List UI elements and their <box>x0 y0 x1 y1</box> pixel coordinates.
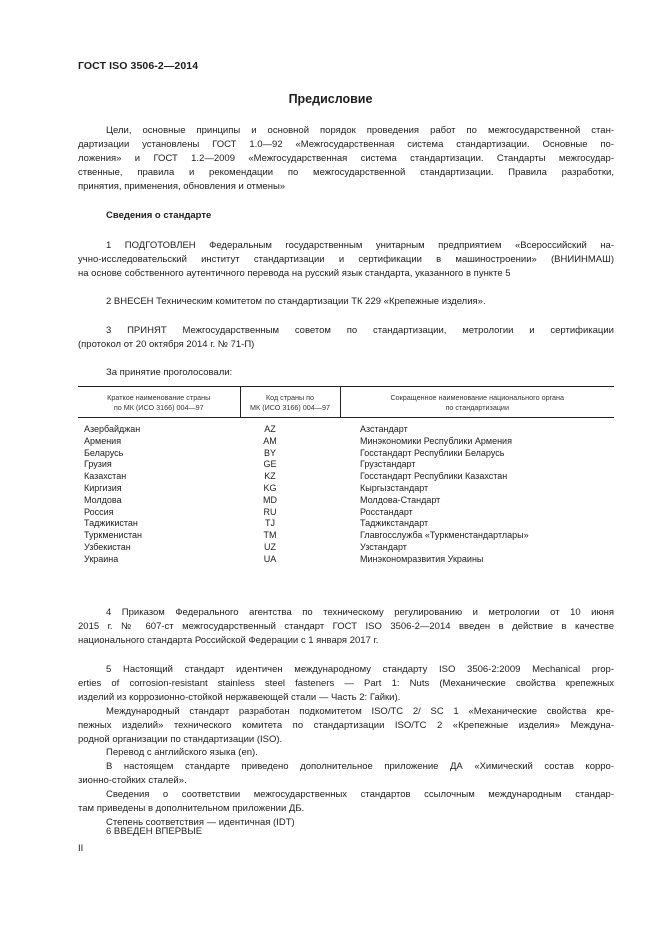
intro-line: дартизации установлены ГОСТ 1.0—92 «Межгосударственная система стандартизации. Основные по- <box>78 138 614 150</box>
column-header-code: Код страны по МК (ИСО 3166) 004—97 <box>240 387 340 418</box>
item-5-line: пежных изделий» технического комитета по стандартизации ISO/TC 2 «Крепежные изделия» Междуна- <box>78 719 614 731</box>
page-title: Предисловие <box>288 92 373 106</box>
table-row: Азербайджан AZ Азстандарт <box>84 424 408 434</box>
item-5-line: Степень соответствия — идентичная (IDT) <box>106 816 295 828</box>
item-3-line: 3 ПРИНЯТ Межгосударственным советом по стандартизации, метрологии и сертификации <box>106 325 614 336</box>
item-3-paragraph <box>78 324 614 352</box>
item-1-line: на основе собственного аутентичного перевода на русский язык стандарта, указанного в пункте 5 <box>78 267 511 279</box>
item-4-line: национального стандарта Российской Федерации с 1 января 2017 г. <box>78 634 379 646</box>
item-5-line: изделий из коррозионно-стойкой нержавеющей стали — Часть 2: Гайки). <box>78 691 401 703</box>
item-5-line: Перевод с английского языка (en). <box>106 747 258 759</box>
table-row: Киргизия KG Кыргызстандарт <box>84 482 429 493</box>
table-header-row <box>78 387 614 418</box>
table-row: Туркменистан TM Главгосслужба «Туркменстандартлары» <box>84 530 529 541</box>
column-header-country: Краткое наименование страны по МК (ИСО 3166) 004—97 <box>78 387 240 418</box>
table-row: Таджикистан TJ Таджикстандарт <box>84 518 429 529</box>
page-number: II <box>78 843 84 854</box>
table-row: Россия RU Росстандарт <box>84 506 413 517</box>
item-5-paragraph <box>78 663 614 830</box>
document-code-header: ГОСТ ISO 3506-2—2014 <box>78 60 199 72</box>
item-5-line: зионно-стойких сталей». <box>78 775 187 787</box>
item-5-line: Сведения о соответствии межгосударственных стандартов ссылочным международным стандар- <box>106 789 614 801</box>
table-row: Грузия GE Грузстандарт <box>84 459 416 470</box>
item-1-paragraph <box>78 239 614 281</box>
section-heading: Сведения о стандарте <box>106 210 212 221</box>
item-4-line: 2015 г. № 607-ст межгосударственный стандарт ГОСТ ISO 3506-2—2014 введен в действие в качестве <box>78 620 614 632</box>
item-4-line: 4 Приказом Федерального агентства по техническому регулированию и метрологии от 10 июня <box>106 607 614 618</box>
table-row: Молдова MD Молдова-Стандарт <box>84 494 441 505</box>
item-5-line: там приведены в дополнительном приложении ДБ. <box>78 803 305 815</box>
item-5-line: 5 Настоящий стандарт идентичен международному стандарту ISO 3506-2:2009 Mechanical prop- <box>106 664 614 675</box>
column-header-organ: Сокращенное наименование национального органа по стандартизации <box>340 387 614 418</box>
item-5-line: erties of corrosion-resistant stainless steel fasteners — Part 1: Nuts (Механические свойства крепежных <box>78 677 614 689</box>
intro-paragraph <box>78 124 614 194</box>
intro-line: ложения» и ГОСТ 1.2—2009 «Межгосударственная система стандартизации. Стандарты межгосудар- <box>78 152 614 164</box>
item-1-line: 1 ПОДГОТОВЛЕН Федеральным государственным унитарным предприятием «Всероссийский на- <box>106 240 614 251</box>
intro-line: ственные, правила и рекомендации по межгосударственной стандартизации. Правила разработки, <box>78 166 614 178</box>
item-1-line: учно-исследовательский институт стандартизации и сертификации в машиностроении» (ВНИИНМАШ) <box>78 253 614 265</box>
table-row: Украина UA Минэкономразвития Украины <box>84 553 484 564</box>
table-row: Беларусь BY Госстандарт Республики Беларусь <box>84 447 505 458</box>
table-row: Узбекистан UZ Узстандарт <box>84 541 407 552</box>
item-5-line: Международный стандарт разработан подкомитетом ISO/TC 2/ SC 1 «Механические свойства кре- <box>106 705 614 717</box>
table-row: Армения AM Минэкономики Республики Армения <box>84 435 512 446</box>
item-4-paragraph <box>78 606 614 648</box>
item-5-line: родной организации по стандартизации (ISO). <box>78 733 283 745</box>
item-3-line: (протокол от 20 октября 2014 г. № 71-П) <box>78 338 255 350</box>
table-row: Казахстан KZ Госстандарт Республики Казахстан <box>84 471 508 482</box>
voting-countries-table <box>78 386 614 566</box>
item-5-line: В настоящем стандарте приведено дополнительное приложение ДА «Химический состав корро- <box>106 761 614 773</box>
intro-line: Цели, основные принципы и основной порядок проведения работ по межгосударственной стан- <box>106 125 614 136</box>
item-6-paragraph: 6 ВВЕДЕН ВПЕРВЫЕ <box>106 826 203 837</box>
voted-label: За принятие проголосовали: <box>106 367 233 378</box>
item-2-paragraph: 2 ВНЕСЕН Техническим комитетом по стандартизации ТК 229 «Крепежные изделия». <box>106 296 486 307</box>
intro-line: принятия, применения, обновления и отмены» <box>78 180 286 192</box>
